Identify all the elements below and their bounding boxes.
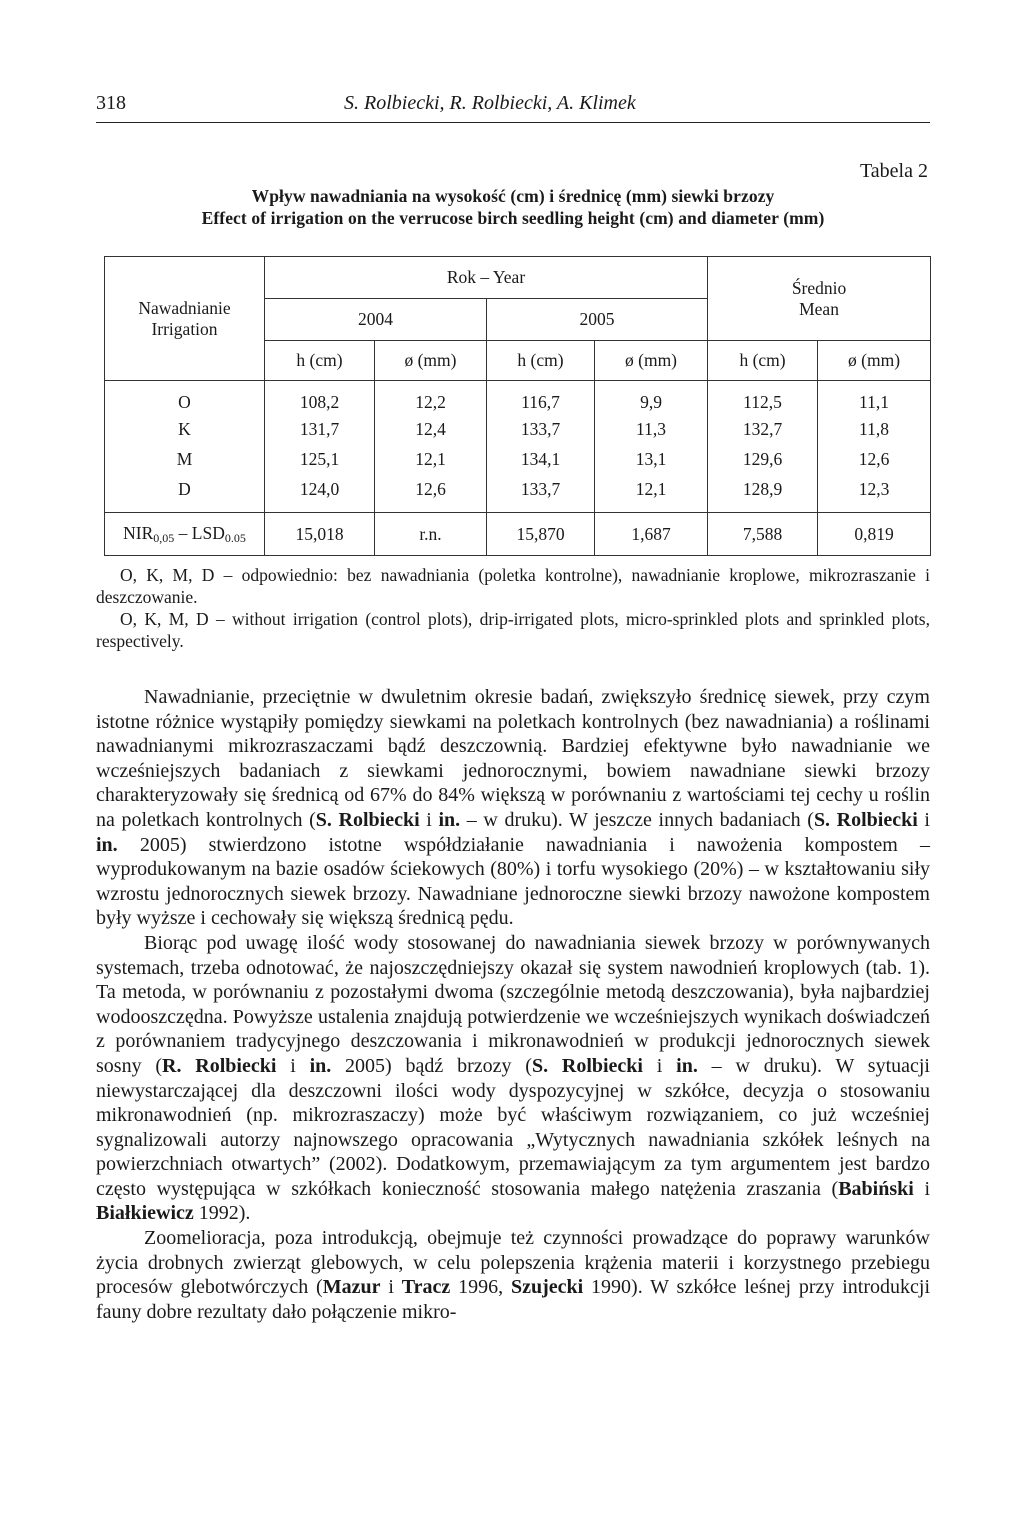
subheader-h-mean: h (cm) <box>708 341 818 381</box>
citation-author: S. Rolbiecki <box>531 1054 643 1077</box>
page-number: 318 <box>96 92 126 114</box>
header-irrigation-en: Irrigation <box>151 318 218 339</box>
table-cell: 132,7 <box>708 415 818 445</box>
header-mean-pl: Średnio <box>791 277 847 298</box>
text-run: – w druku). W jeszcze innych badaniach ( <box>460 808 814 831</box>
table-cell: 125,1 <box>265 445 375 475</box>
text-run: i <box>419 808 439 831</box>
citation-etal: in. <box>676 1054 698 1077</box>
subheader-d-mean: ø (mm) <box>818 341 931 381</box>
citation-author: Tracz <box>401 1276 451 1299</box>
table-cell: 134,1 <box>487 445 595 475</box>
text-run: 1990). W szkółce leśnej przy introdukcji fauny dobre rezultaty dało połączenie mikro- <box>96 1276 931 1323</box>
table-cell: 112,5 <box>708 381 818 415</box>
lsd-cell: r.n. <box>375 513 487 556</box>
citation-author: Mazur <box>322 1276 381 1299</box>
text-run: 2005) bądź brzozy ( <box>331 1054 532 1077</box>
text-run: i <box>380 1276 402 1299</box>
running-authors: S. Rolbiecki, R. Rolbiecki, A. Klimek <box>344 92 636 114</box>
table-cell: 12,1 <box>375 445 487 475</box>
paragraph-1 <box>96 685 930 931</box>
lsd-cell: 0,819 <box>818 513 931 556</box>
text-run: i <box>276 1054 310 1077</box>
subheader-d-2005: ø (mm) <box>595 341 708 381</box>
row-label: O <box>105 381 265 415</box>
citation-author: S. Rolbiecki <box>315 808 420 831</box>
lsd-label-nir-sub: 0,05 <box>153 530 175 545</box>
header-irrigation <box>105 257 265 381</box>
table-cell: 133,7 <box>487 475 595 513</box>
row-label: D <box>105 475 265 513</box>
table-cell: 12,3 <box>818 475 931 513</box>
header-mean <box>708 257 931 341</box>
citation-author: R. Rolbiecki <box>162 1054 277 1077</box>
running-header <box>96 88 930 123</box>
lsd-label-dash: – LSD <box>174 522 225 543</box>
lsd-label-lsd-sub: 0.05 <box>224 530 246 545</box>
text-run: Nawadnianie, przeciętnie w dwuletnim okresie badań, zwiększyło średnicę siewek, przy czym istotne różnice wystąpiły pomiędzy siewkami na poletkach kontrolnych (bez nawadniania) a roślinami nawadnianymi mikrozraszaczami bądź deszczownią. Bardziej efektywne było nawadnianie we wcześniejszych badaniach z siewkami jednorocznymi, bowiem nawadniane siewki brzozy charakteryzowały się średnicą od 67% do 84% większą w porównaniu z wartościami tej cechy u roślin na poletkach kontrolnych ( <box>96 686 930 831</box>
citation-author: Babiński <box>838 1177 914 1200</box>
header-year-2004: 2004 <box>265 299 487 341</box>
header-irrigation-pl: Nawadnianie <box>138 297 231 318</box>
citation-etal: in. <box>309 1054 332 1077</box>
table-cell: 11,1 <box>818 381 931 415</box>
table-caption-en: Effect of irrigation on the verrucose birch seedling height (cm) and diameter (mm) <box>201 208 825 228</box>
paragraph-3 <box>96 1226 930 1324</box>
text-run: Zoomelioracja, poza introdukcją, obejmuje też czynności prowadzące do poprawy warunków życia drobnych zwierząt glebowych, w celu polepszenia krążenia materii i korzystnego przebiegu procesów glebotwórczych ( <box>96 1227 930 1299</box>
citation-etal: in. <box>96 833 118 856</box>
text-run: 2005) stwierdzono istotne współdziałanie nawadniania i nawożenia kompostem – wyprodukowanym na bazie osadów ściekowych (80%) i torfu wysokiego (20%) – w kształtowaniu siły wzrostu jednorocznych siewek brzozy. Nawadniane jednoroczne siewki brzozy nawożone kompostem były wyższe i cechowały się większą średnicą pędu. <box>96 833 930 930</box>
table-cell: 13,1 <box>595 445 708 475</box>
table-cell: 12,6 <box>818 445 931 475</box>
table-cell: 128,9 <box>708 475 818 513</box>
lsd-cell: 7,588 <box>708 513 818 556</box>
body-text <box>96 685 930 1324</box>
citation-author: Szujecki <box>510 1276 584 1299</box>
subheader-h-2004: h (cm) <box>265 341 375 381</box>
text-run: 1992). <box>193 1202 251 1225</box>
lsd-label-nir: NIR <box>123 522 154 543</box>
paragraph-2 <box>96 931 930 1226</box>
citation-etal: in. <box>438 808 461 831</box>
lsd-cell: 15,018 <box>265 513 375 556</box>
table-cell: 11,3 <box>595 415 708 445</box>
lsd-cell: 15,870 <box>487 513 595 556</box>
table-cell: 124,0 <box>265 475 375 513</box>
text-run: i <box>917 808 930 831</box>
text-run: Biorąc pod uwagę ilość wody stosowanej do nawadniania siewek brzozy w porównywanych systemach, trzeba odnotować, że najoszczędniejszy okazał się system nawodnień kroplowych (tab. 1). Ta metoda, w porównaniu z pozostałymi dwoma (szczególnie metodą deszczowania), była najbardziej wodooszczędna. Powyższe ustalenia znajdują potwierdzenie we wcześniejszych wynikach doświadczeń z porównaniem tradycyjnego deszczowania i mikronawodnień w produkcji jednorocznych siewek sosny ( <box>96 931 930 1077</box>
text-run: i <box>913 1177 930 1200</box>
data-table <box>104 256 931 556</box>
text-run: – w druku). W sytuacji niewystarczającej dla deszczowni ilości wody dyspozycyjnej w szkółce, decyzja o stosowaniu mikronawodnień (np. mikrozraszaczy) może być właściwym rozwiązaniem, co już wcześniej sygnalizowali autorzy najnowszego opracowania „Wytycznych nawadniania szkółek leśnych na powierzchniach otwartych” (2002). Dodatkowym, przemawiającym za tym argumentem jest bardzo często występująca w szkółkach konieczność stosowania małego natężenia zraszania ( <box>96 1054 930 1200</box>
note-en: O, K, M, D – without irrigation (control plots), drip-irrigated plots, micro-sprinkled plots and sprinkled plots, respectively. <box>96 609 930 651</box>
table-label: Tabela 2 <box>859 160 928 182</box>
table-notes <box>96 564 930 652</box>
table-caption-pl: Wpływ nawadniania na wysokość (cm) i średnicę (mm) siewki brzozy <box>251 186 775 206</box>
table-cell: 108,2 <box>265 381 375 415</box>
row-label: M <box>105 445 265 475</box>
table-cell: 116,7 <box>487 381 595 415</box>
header-year: Rok – Year <box>265 257 708 299</box>
table-cell: 133,7 <box>487 415 595 445</box>
table-cell: 12,2 <box>375 381 487 415</box>
subheader-d-2004: ø (mm) <box>375 341 487 381</box>
row-label: K <box>105 415 265 445</box>
table-cell: 12,4 <box>375 415 487 445</box>
lsd-label <box>105 513 265 556</box>
citation-author: Białkiewicz <box>96 1202 194 1225</box>
table-cell: 131,7 <box>265 415 375 445</box>
table-cell: 11,8 <box>818 415 931 445</box>
note-pl: O, K, M, D – odpowiednio: bez nawadniania (poletka kontrolne), nawadnianie kroplowe, mikrozraszanie i deszczowanie. <box>96 565 930 607</box>
table-cell: 9,9 <box>595 381 708 415</box>
text-run: 1996, <box>450 1276 511 1299</box>
citation-author: S. Rolbiecki <box>813 808 918 831</box>
table-cell: 12,6 <box>375 475 487 513</box>
text-run: i <box>643 1054 677 1077</box>
table-cell: 12,1 <box>595 475 708 513</box>
header-year-2005: 2005 <box>487 299 708 341</box>
subheader-h-2005: h (cm) <box>487 341 595 381</box>
header-mean-en: Mean <box>799 298 839 319</box>
table-cell: 129,6 <box>708 445 818 475</box>
lsd-cell: 1,687 <box>595 513 708 556</box>
